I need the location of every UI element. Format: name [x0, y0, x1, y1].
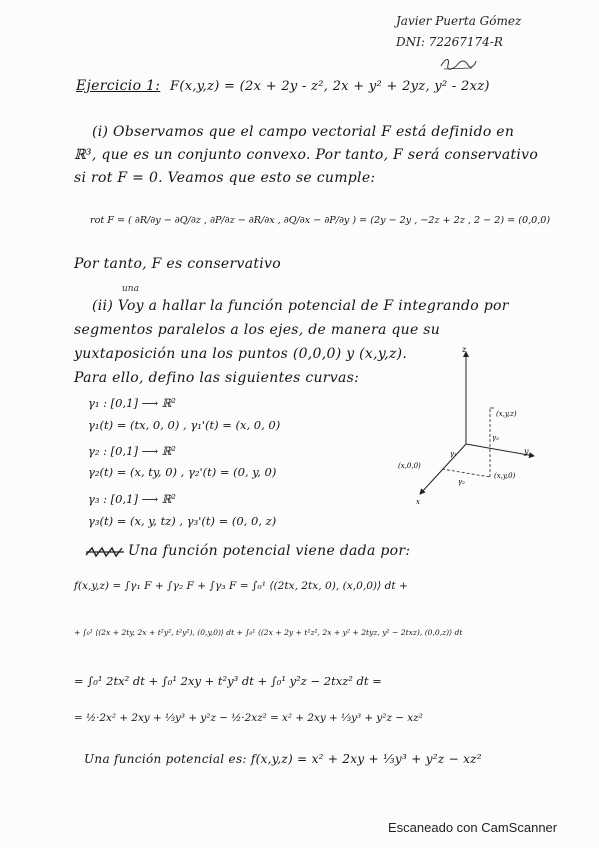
potential-line4: = ½·2x² + 2xy + ⅓y³ + y²z − ½·2xz² = x² + 2xy + ⅓y³ + y²z − xz² [74, 712, 423, 724]
scanner-watermark: Escaneado con CamScanner [388, 820, 558, 835]
x-label: x [416, 498, 420, 506]
part-i-conclusion: Por tanto, F es conservativo [74, 256, 281, 272]
crossed-out-scribble [84, 545, 126, 559]
point-x00: (x,0,0) [398, 462, 421, 470]
gamma1-equation: γ₁(t) = (tx, 0, 0) , γ₁'(t) = (x, 0, 0) [88, 418, 281, 432]
potential-intro: Una función potencial viene dada por: [128, 543, 411, 559]
potential-line2: + ∫₀¹ ⟨(2x + 2ty, 2x + t²y², t²y²), (0,y,0)⟩ dt + ∫₀¹ ⟨(2x + 2y + t²z², 2x + y² + 2tyz, y² − 2txz), (0,0,z)⟩ dt [74, 628, 463, 637]
gamma1-definition: γ₁ : [0,1] ⟶ ℝ² [88, 396, 176, 410]
gamma2-label: γ₂ [458, 478, 465, 486]
gamma1-label: γ₁ [450, 450, 457, 458]
axes-diagram [398, 344, 538, 514]
y-label: y [524, 447, 529, 456]
exercise-title: Ejercicio 1: [76, 78, 161, 94]
vector-field: F(x,y,z) = (2x + 2y - z², 2x + y² + 2yz, y² - 2xz) [170, 79, 490, 94]
z-label: z [462, 345, 467, 354]
part-i-line2: ℝ³, que es un conjunto convexo. Por tanto, F será conservativo [74, 147, 539, 163]
point-xy0: (x,y,0) [494, 472, 516, 480]
signature [438, 55, 478, 73]
final-answer: Una función potencial es: f(x,y,z) = x² + 2xy + ⅓y³ + y²z − xz² [84, 752, 482, 766]
gamma2-equation: γ₂(t) = (x, ty, 0) , γ₂'(t) = (0, y, 0) [88, 465, 277, 479]
part-ii-line3: yuxtaposición una los puntos (0,0,0) y (x,y,z). [74, 346, 408, 362]
part-ii-line2: segmentos paralelos a los ejes, de manera que su [74, 322, 441, 338]
part-i-line3: si rot F = 0. Veamos que esto se cumple: [74, 170, 376, 186]
part-ii-line1: (ii) Voy a hallar la función potencial de F integrando por [92, 298, 509, 314]
author-name: Javier Puerta Gómez [396, 14, 522, 28]
potential-line1: f(x,y,z) = ∫γ₁ F + ∫γ₂ F + ∫γ₃ F = ∫₀¹ ⟨(2tx, 2tx, 0), (x,0,0)⟩ dt + [74, 580, 408, 592]
potential-line3: = ∫₀¹ 2tx² dt + ∫₀¹ 2xy + t²y³ dt + ∫₀¹ y²z − 2txz² dt = [74, 674, 382, 688]
part-i-line1: (i) Observamos que el campo vectorial F está definido en [92, 124, 515, 140]
part-ii-line4: Para ello, defino las siguientes curvas: [74, 370, 360, 386]
dni-line: DNI: 72267174-R [396, 35, 503, 49]
gamma2-definition: γ₂ : [0,1] ⟶ ℝ² [88, 444, 176, 458]
inserted-word: una [122, 284, 139, 294]
gamma3-definition: γ₃ : [0,1] ⟶ ℝ² [88, 492, 176, 506]
rot-equation: rot F = ( ∂R/∂y − ∂Q/∂z , ∂P/∂z − ∂R/∂x , ∂Q/∂x − ∂P/∂y ) = (2y − 2y , −2z + 2z , 2 − 2) = (0,0,0) [90, 215, 551, 226]
gamma3-equation: γ₃(t) = (x, y, tz) , γ₃'(t) = (0, 0, z) [88, 514, 277, 528]
gamma3-label: γ₃ [492, 434, 499, 442]
point-xyz: (x,y,z) [496, 410, 517, 418]
